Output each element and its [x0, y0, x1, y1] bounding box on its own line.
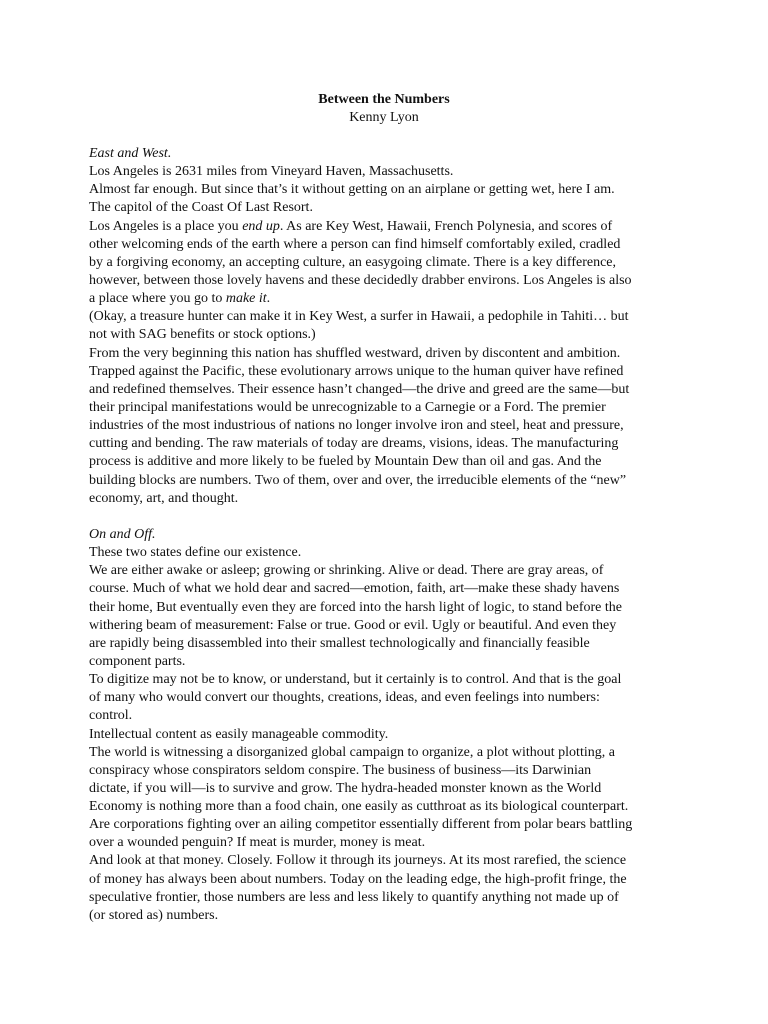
text-line: To digitize may not be to know, or understand, but it certainly is to control. And that is the goal	[89, 672, 622, 688]
document-title: Between the Numbers	[318, 92, 450, 107]
text-run: Los Angeles is a place you	[89, 218, 243, 234]
text-line: dictate, if you will—is to survive and grow. The hydra-headed monster known as the World	[89, 780, 602, 796]
text-line: component parts.	[89, 653, 186, 669]
text-line: These two states define our existence.	[89, 545, 302, 561]
text-line: are rapidly being disassembled into their smallest technologically and financially feasible	[89, 635, 590, 651]
text-line: building blocks are numbers. Two of them, over and over, the irreducible elements of the “new”	[89, 472, 627, 488]
text-line: by a forgiving economy, an accepting culture, an easygoing climate. There is a key difference,	[89, 254, 617, 270]
text-run: .	[266, 291, 271, 307]
text-line: Are corporations fighting over an ailing competitor essentially different from polar bears battling	[89, 817, 633, 833]
text-line: course. Much of what we hold dear and sacred—emotion, faith, art—make these shady havens	[89, 581, 620, 597]
emphasis-text: end up	[242, 218, 280, 234]
text-line: (Okay, a treasure hunter can make it in Key West, a surfer in Hawaii, a pedophile in Tahiti… but	[89, 309, 629, 325]
text-line: and redefined themselves. Their essence hasn’t changed—the drive and greed are the same—but	[89, 381, 630, 397]
text-line: The world is witnessing a disorganized global campaign to organize, a plot without plotting, a	[89, 744, 615, 760]
text-line: over a wounded penguin? If meat is murder, money is meat.	[89, 835, 426, 851]
text-line: conspiracy whose conspirators seldom conspire. The business of business—its Darwinian	[89, 762, 592, 778]
document-author: Kenny Lyon	[349, 110, 419, 125]
text-line: other welcoming ends of the earth where a person can find himself comfortably exiled, cradled	[89, 236, 621, 252]
text-line: cutting and bending. The raw materials of today are dreams, visions, ideas. The manufacturing	[89, 436, 619, 452]
emphasis-text: make it	[225, 291, 267, 307]
text-line: From the very beginning this nation has shuffled westward, driven by discontent and ambition.	[89, 345, 621, 361]
text-line: of many who would convert our thoughts, creations, ideas, and even feelings into numbers:	[89, 690, 600, 706]
text-line	[89, 290, 729, 308]
text-line: We are either awake or asleep; growing or shrinking. Alive or dead. There are gray areas, of	[89, 563, 604, 579]
text-line: process is additive and more likely to be fueled by Mountain Dew than oil and gas. And the	[89, 454, 602, 470]
text-line: The capitol of the Coast Of Last Resort.	[89, 200, 313, 216]
text-line: their home, But eventually even they are forced into the harsh light of logic, to stand before the	[89, 599, 622, 615]
text-line: And look at that money. Closely. Follow it through its journeys. At its most rarefied, the science	[89, 853, 627, 869]
section-heading-on-off: On and Off.	[89, 526, 156, 542]
text-line: Los Angeles is 2631 miles from Vineyard Haven, Massachusetts.	[89, 164, 454, 180]
text-line: not with SAG benefits or stock options.)	[89, 327, 316, 343]
text-line: economy, art, and thought.	[89, 490, 239, 506]
text-line: of money has always been about numbers. Today on the leading edge, the high-profit fringe, the	[89, 871, 627, 887]
text-line: their principal manifestations would be unrecognizable to a Carnegie or a Ford. The premier	[89, 399, 606, 415]
document-body	[89, 145, 729, 925]
text-line: Trapped against the Pacific, these evolutionary arrows unique to the human quiver have refined	[89, 363, 624, 379]
text-line: however, between those lovely havens and these decidedly drabber environs. Los Angeles is also	[89, 272, 632, 288]
paragraph-gap	[89, 508, 729, 526]
text-line: speculative frontier, those numbers are less and less likely to quantify anything not made up of	[89, 889, 619, 905]
text-run: . As are Key West, Hawaii, French Polynesia, and scores of	[279, 218, 613, 234]
text-line: withering beam of measurement: False or true. Good or evil. Ugly or beautiful. And even they	[89, 617, 617, 633]
text-line: Economy is nothing more than a food chain, one easily as cutthroat as its biological counterpart.	[89, 799, 629, 815]
section-heading-east-west: East and West.	[89, 146, 172, 161]
text-line: control.	[89, 708, 133, 724]
text-line: industries of the most industrious of nations no longer involve iron and steel, heat and pressure,	[89, 418, 624, 434]
text-line: Almost far enough. But since that’s it without getting on an airplane or getting wet, here I am.	[89, 182, 615, 198]
text-line	[89, 218, 729, 236]
text-run: a place where you go to	[89, 291, 226, 307]
text-line: Intellectual content as easily manageable commodity.	[89, 726, 389, 742]
title-block	[0, 91, 768, 126]
text-line: (or stored as) numbers.	[89, 907, 219, 923]
